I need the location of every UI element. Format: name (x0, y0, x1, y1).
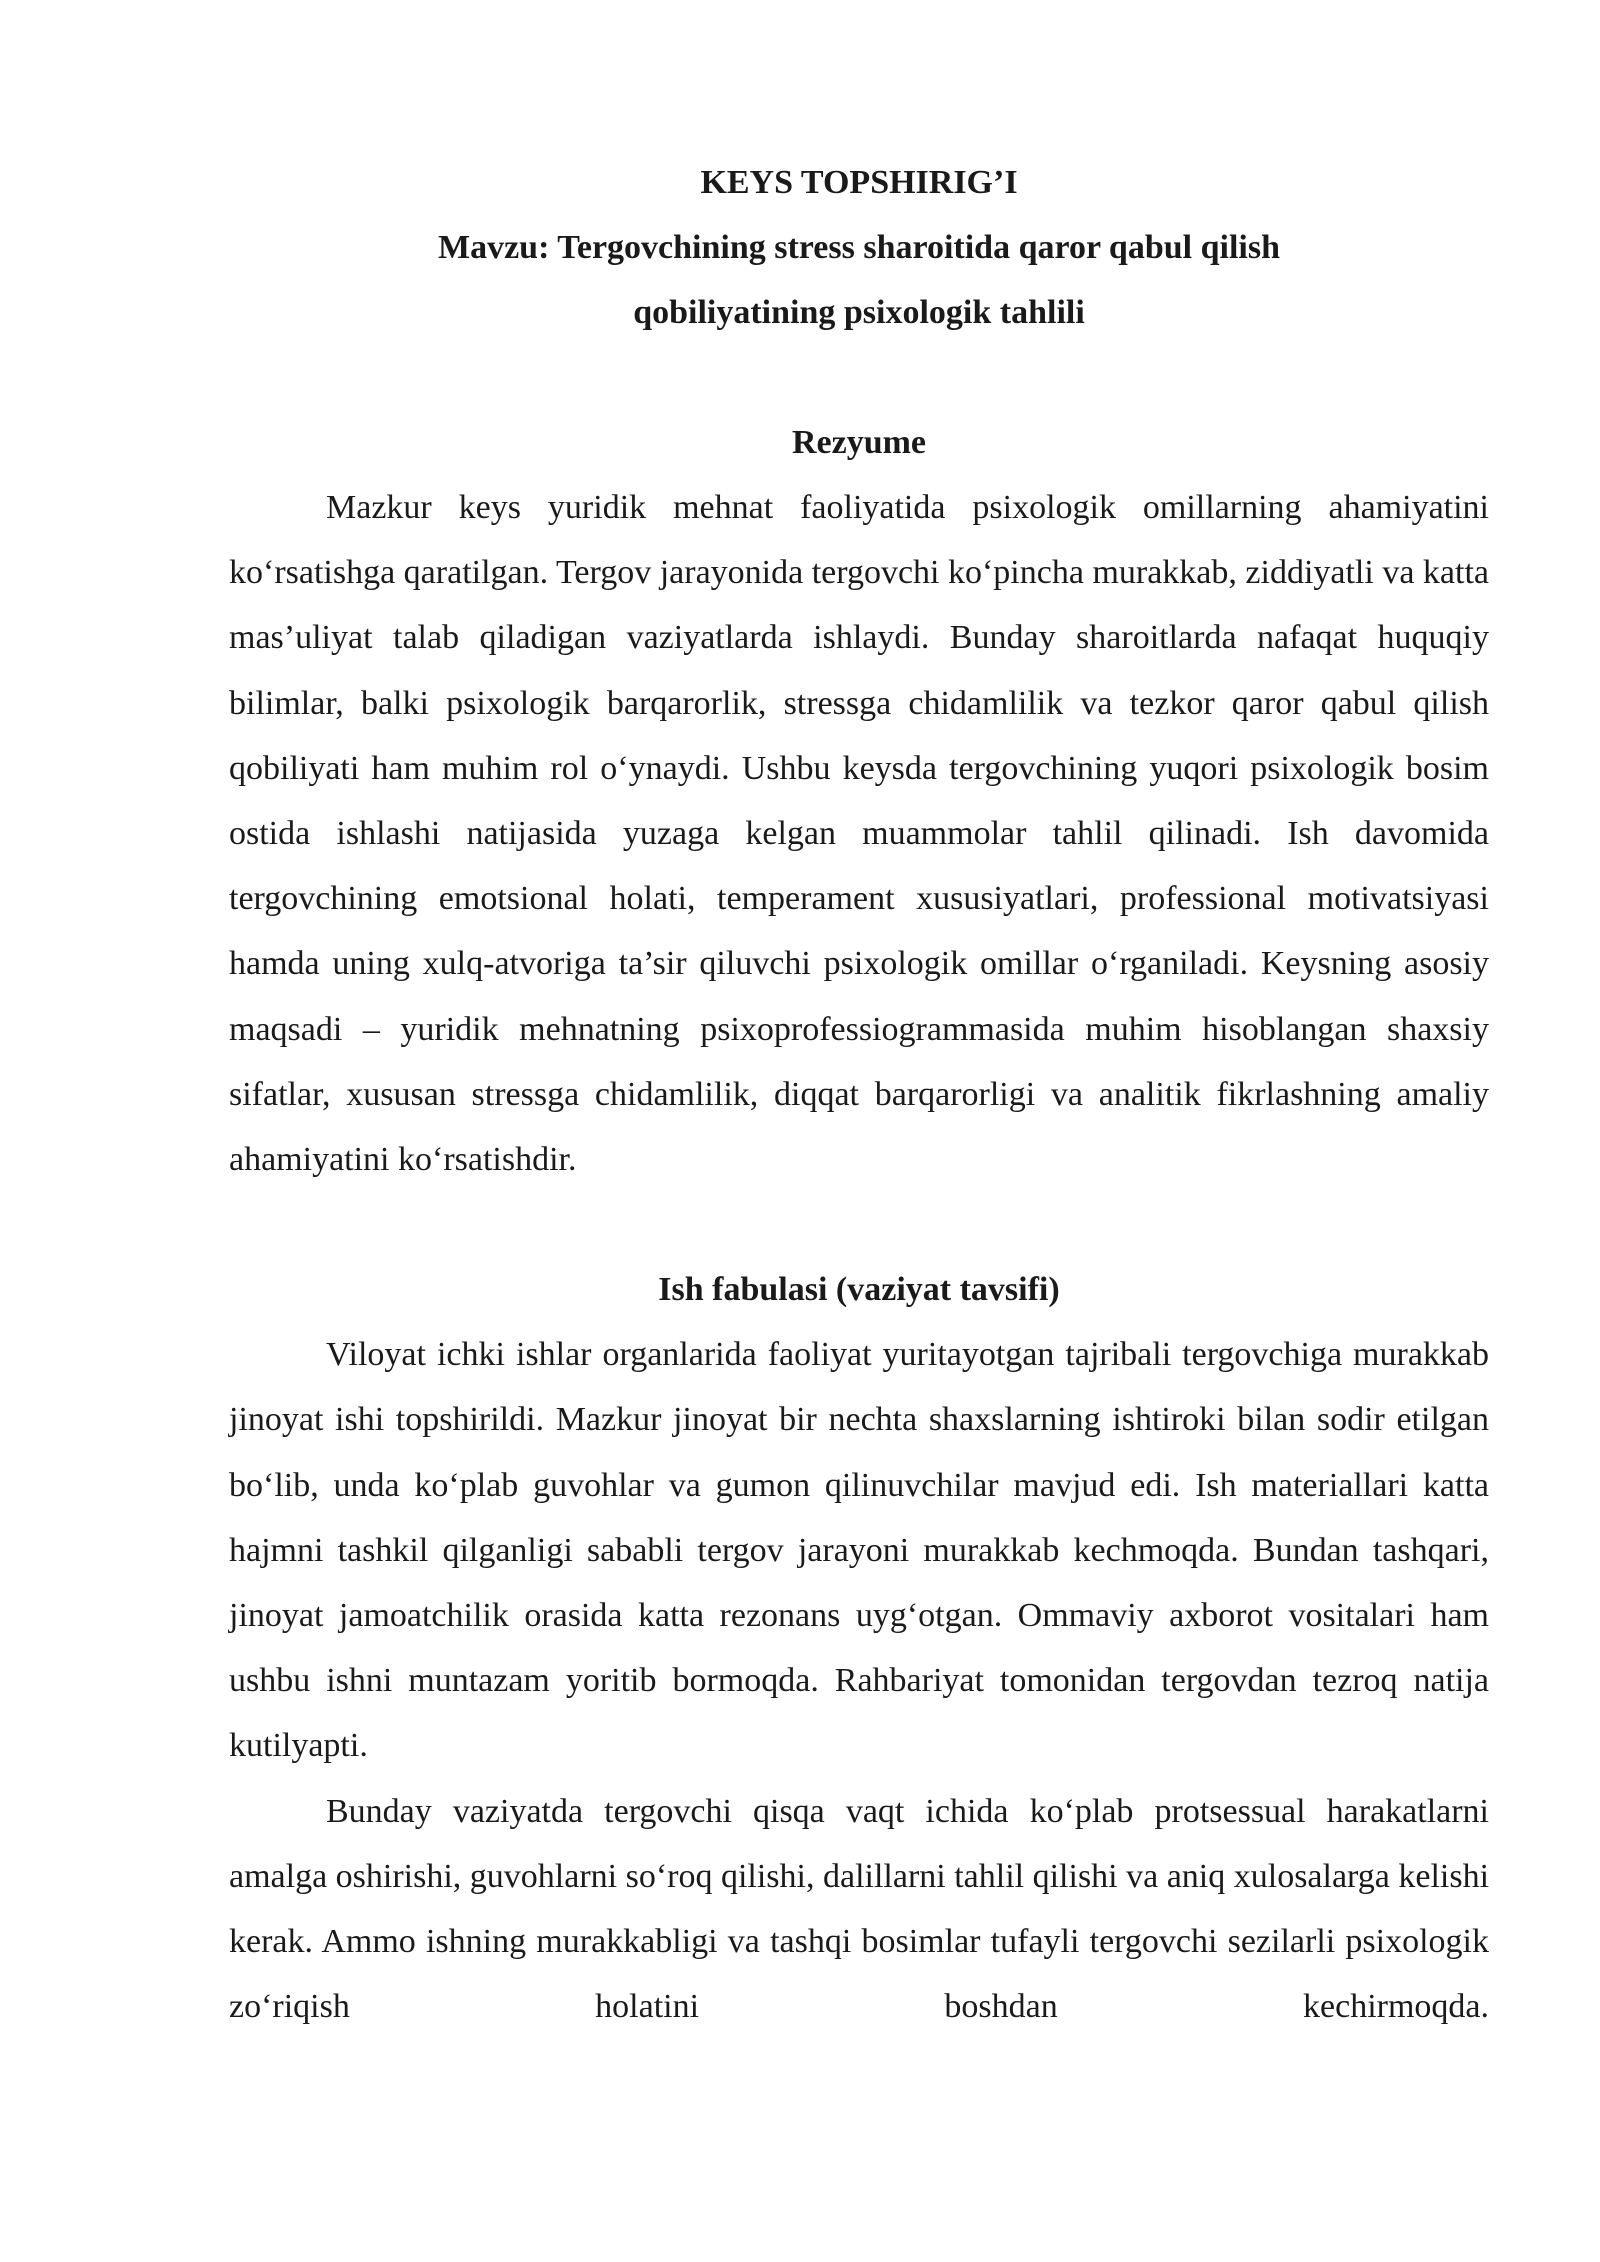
document-body (229, 150, 1489, 2039)
document-subject-line-2: qobiliyatining psixologik tahlili (633, 294, 1085, 331)
document-subject-line-1: Mavzu: Tergovchining stress sharoitida qaror qabul qilish (438, 229, 1280, 266)
document-title: KEYS TOPSHIRIG’I (700, 164, 1018, 201)
rezyume-paragraph: Mazkur keys yuridik mehnat faoliyatida psixologik omillarning ahamiyatini ko‘rsatishga qaratilgan. Tergov jarayonida tergovchi ko‘pincha murakkab, ziddiyatli va katta mas’uliyat talab qiladigan vaziyatlarda ishlaydi. Bunday sharoitlarda nafaqat huquqiy bilimlar, balki psixologik barqarorlik, stressga chidamlilik va tezkor qaror qabul qilish qobiliyati ham muhim rol o‘ynaydi. Ushbu keysda tergovchining yuqori psixologik bosim ostida ishlashi natijasida yuzaga kelgan muammolar tahlil qilinadi. Ish davomida tergovchining emotsional holati, temperament xususiyatlari, professional motivatsiyasi hamda uning xulq-atvoriga ta’sir qiluvchi psixologik omillar o‘rganiladi. Keysning asosiy maqsadi – yuridik mehnatning psixoprofessiogrammasida muhim hisoblangan shaxsiy sifatlar, xususan stressga chidamlilik, diqqat barqarorligi va analitik fikrlashning amaliy ahamiyatini ko‘rsatishdir. (229, 489, 1489, 1179)
fabula-paragraph-1: Viloyat ichki ishlar organlarida faoliyat yuritayotgan tajribali tergovchiga murakkab jinoyat ishi topshirildi. Mazkur jinoyat bir nechta shaxslarning ishtiroki bilan sodir etilgan bo‘lib, unda ko‘plab guvohlar va gumon qilinuvchilar mavjud edi. Ish materiallari katta hajmni tashkil qilganligi sababli tergov jarayoni murakkab kechmoqda. Bundan tashqari, jinoyat jamoatchilik orasida katta rezonans uyg‘otgan. Ommaviy axborot vositalari ham ushbu ishni muntazam yoritib bormoqda. Rahbariyat tomonidan tergovdan tezroq natija kutilyapti. (229, 1336, 1489, 1765)
section-heading-rezyume: Rezyume (791, 424, 927, 461)
fabula-paragraph-2: Bunday vaziyatda tergovchi qisqa vaqt ichida ko‘plab protsessual harakatlarni amalga oshirishi, guvohlarni so‘roq qilishi, dalillarni tahlil qilishi va aniq xulosalarga kelishi kerak. Ammo ishning murakkabligi va tashqi bosimlar tufayli tergovchi sezilarli psixologik zo‘riqish holatini boshdan kechirmoqda. (229, 1792, 1490, 2026)
section-heading-fabula: Ish fabulasi (vaziyat tavsifi) (658, 1271, 1060, 1309)
